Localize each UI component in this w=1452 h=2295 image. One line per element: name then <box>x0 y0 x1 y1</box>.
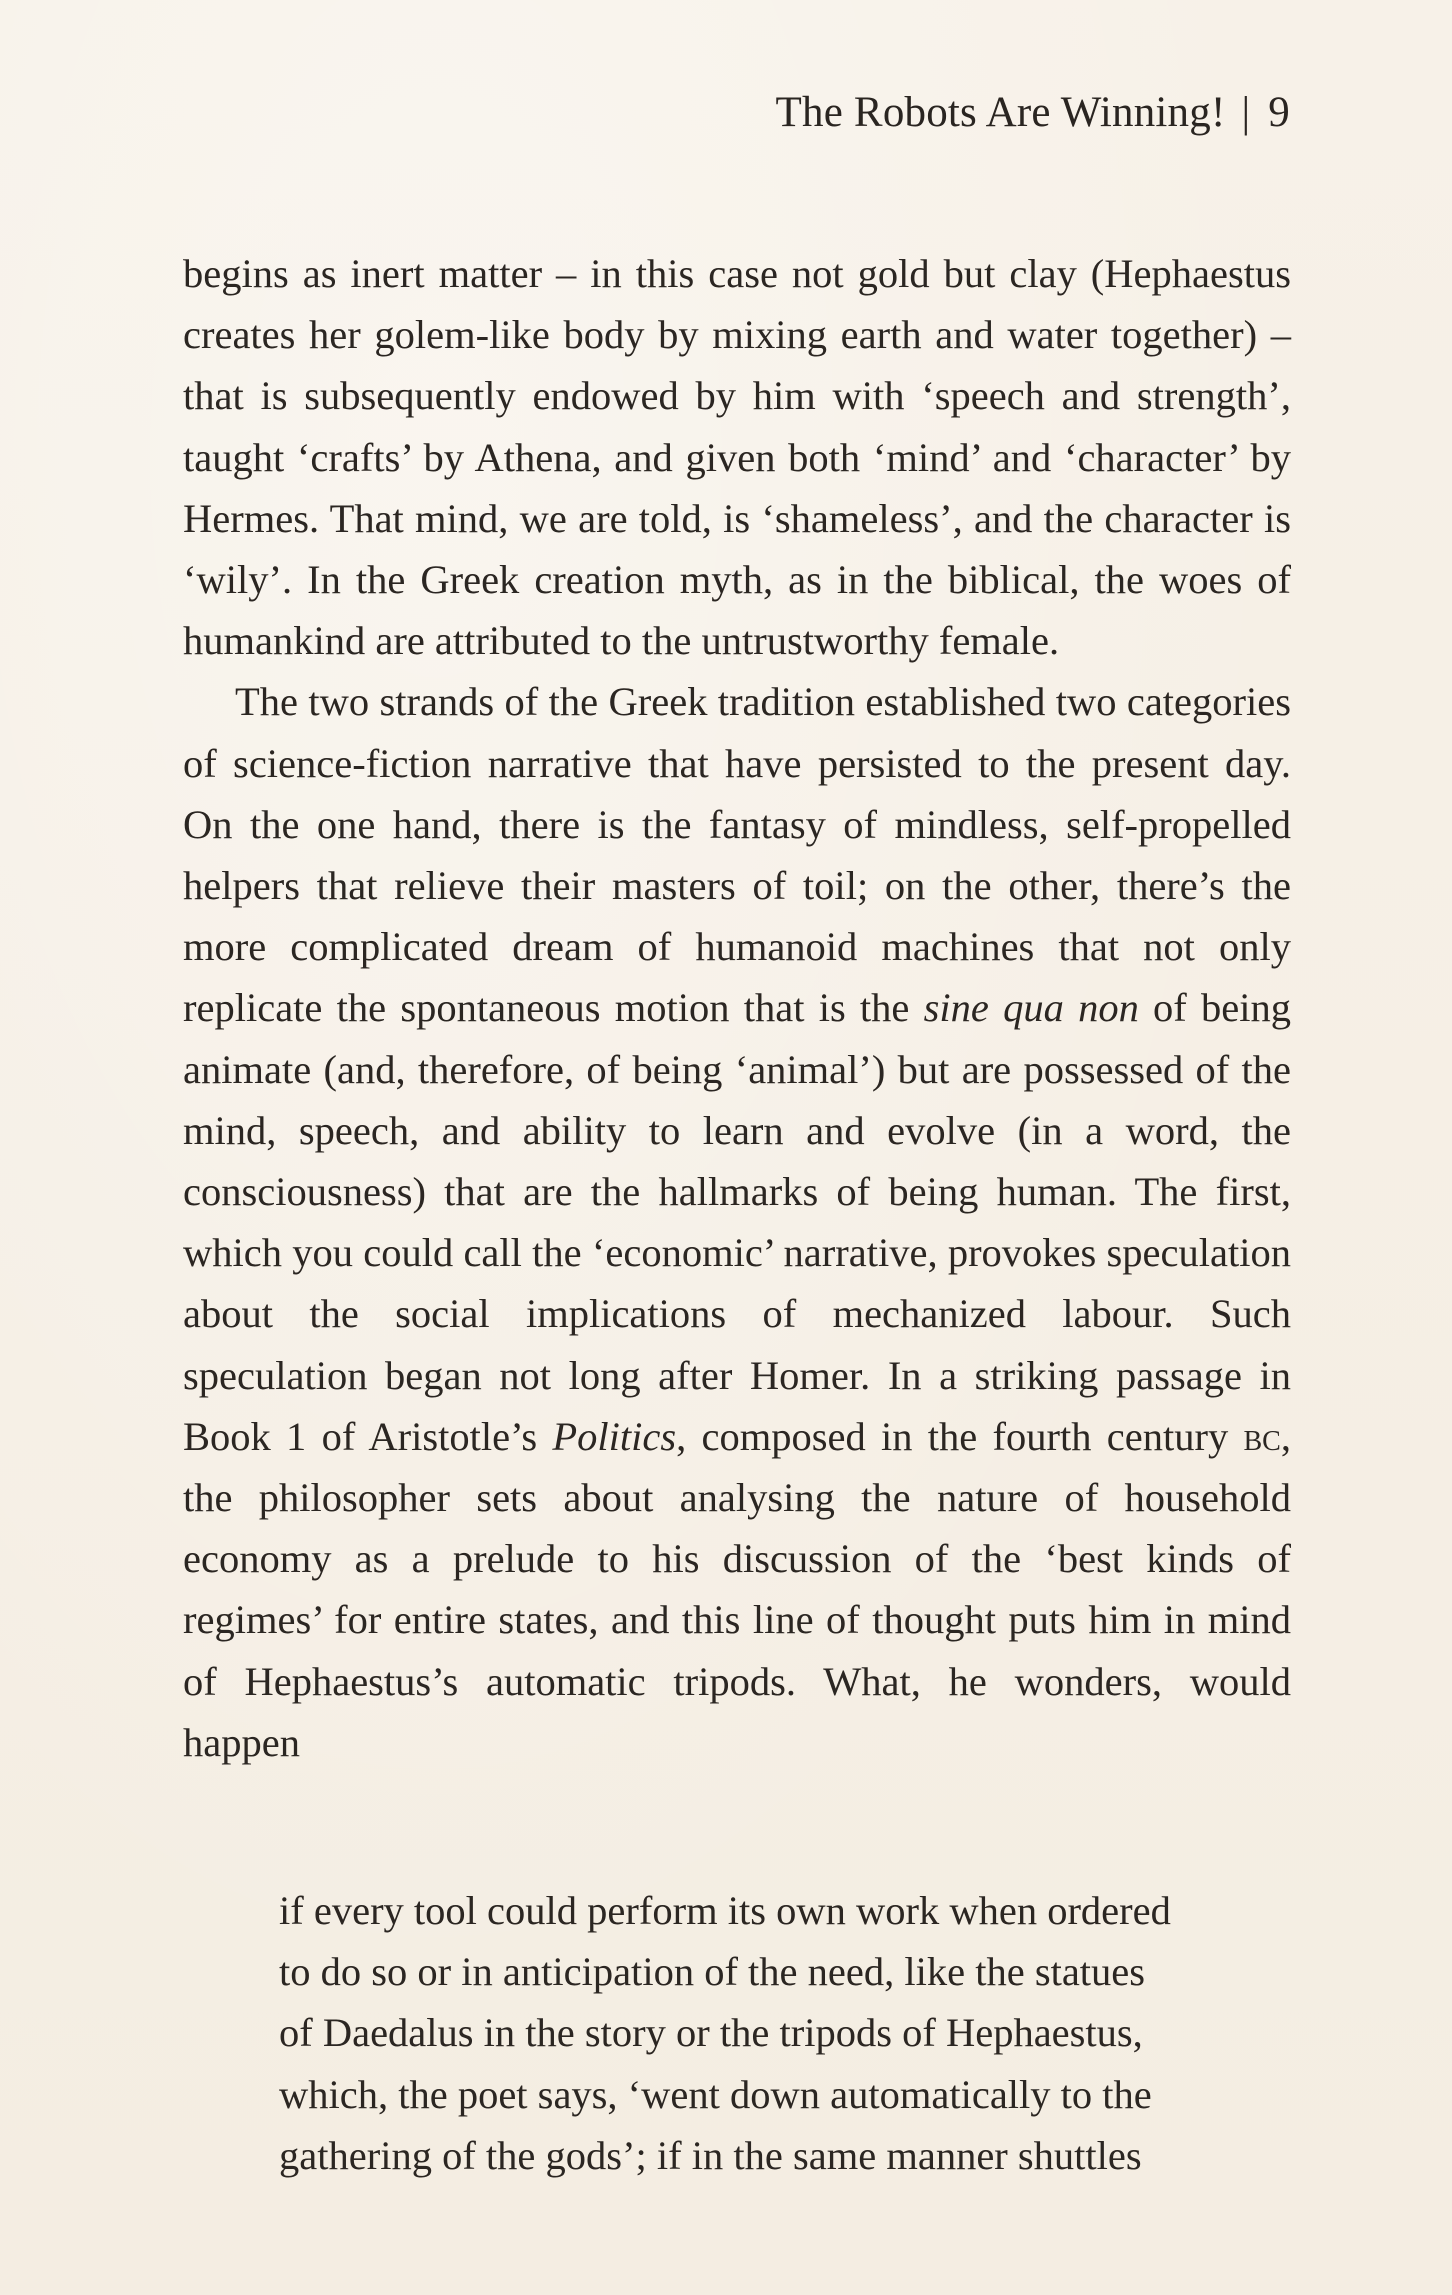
body-text <box>183 243 1291 1773</box>
paragraph-1: begins as inert matter – in this case not gold but clay (Hephaestus creates her golem-like body by mixing earth and water together) – that is subsequently endowed by him with ‘speech and strength’, taught ‘crafts’ by Athena, and given both ‘mind’ and ‘character’ by Hermes. That mind, we are told, is ‘shameless’, and the character is ‘wily’. In the Greek creation myth, as in the biblical, the woes of humankind are attributed to the untrustworthy female. <box>183 251 1291 664</box>
italic-title-politics: Politics <box>552 1413 677 1459</box>
era-abbreviation: bc <box>1243 1413 1281 1459</box>
page-number: 9 <box>1268 89 1290 136</box>
running-head <box>776 88 1290 137</box>
running-head-title: The Robots Are Winning! <box>775 89 1226 136</box>
paragraph-2-text-2: of being animate (and, therefore, of being ‘animal’) but are possessed of the mind, speech, and ability to learn and evolve (in a word, the consciousness) that are the hallmarks of being human. The first, which you could call the ‘economic’ narrative, provokes speculation about the social implications of mechanized labour. Such speculation began not long after Homer. In a striking passage in Book 1 of Aristotle’s <box>183 985 1291 1459</box>
block-quote <box>279 1880 1239 2186</box>
quote-line: if every tool could perform its own work when ordered <box>279 1888 1171 1933</box>
quote-line: of Daedalus in the story or the tripods of Hephaestus, <box>279 2010 1143 2056</box>
paragraph-2-text-3: , composed in the fourth century <box>676 1413 1244 1459</box>
quote-line: to do so or in anticipation of the need, like the statues <box>279 1949 1146 1995</box>
quote-line: which, the poet says, ‘went down automatically to the <box>279 2071 1152 2117</box>
paragraph-2-text-1: The two strands of the Greek tradition established two categories of science-fiction narrative that have persisted to the present day. On the one hand, there is the fantasy of mindless, self-propelled helpers that relieve their masters of toil; on the other, there’s the more complicated dream of humanoid machines that not only replicate the spontaneous motion that is the <box>183 679 1291 1031</box>
quote-line: gathering of the gods’; if in the same manner shuttles <box>279 2132 1142 2178</box>
paragraph-2-text-4: , the philosopher sets about analysing the nature of household economy as a prelude to his discussion of the ‘best kinds of regimes’ for entire states, and this line of thought puts him in mind of Hephaestus’s automatic tripods. What, he wonders, would happen <box>183 1413 1291 1765</box>
italic-phrase-sine-qua-non: sine qua non <box>923 985 1139 1031</box>
paragraph-2 <box>183 671 1291 1773</box>
running-head-separator: | <box>1241 89 1251 136</box>
